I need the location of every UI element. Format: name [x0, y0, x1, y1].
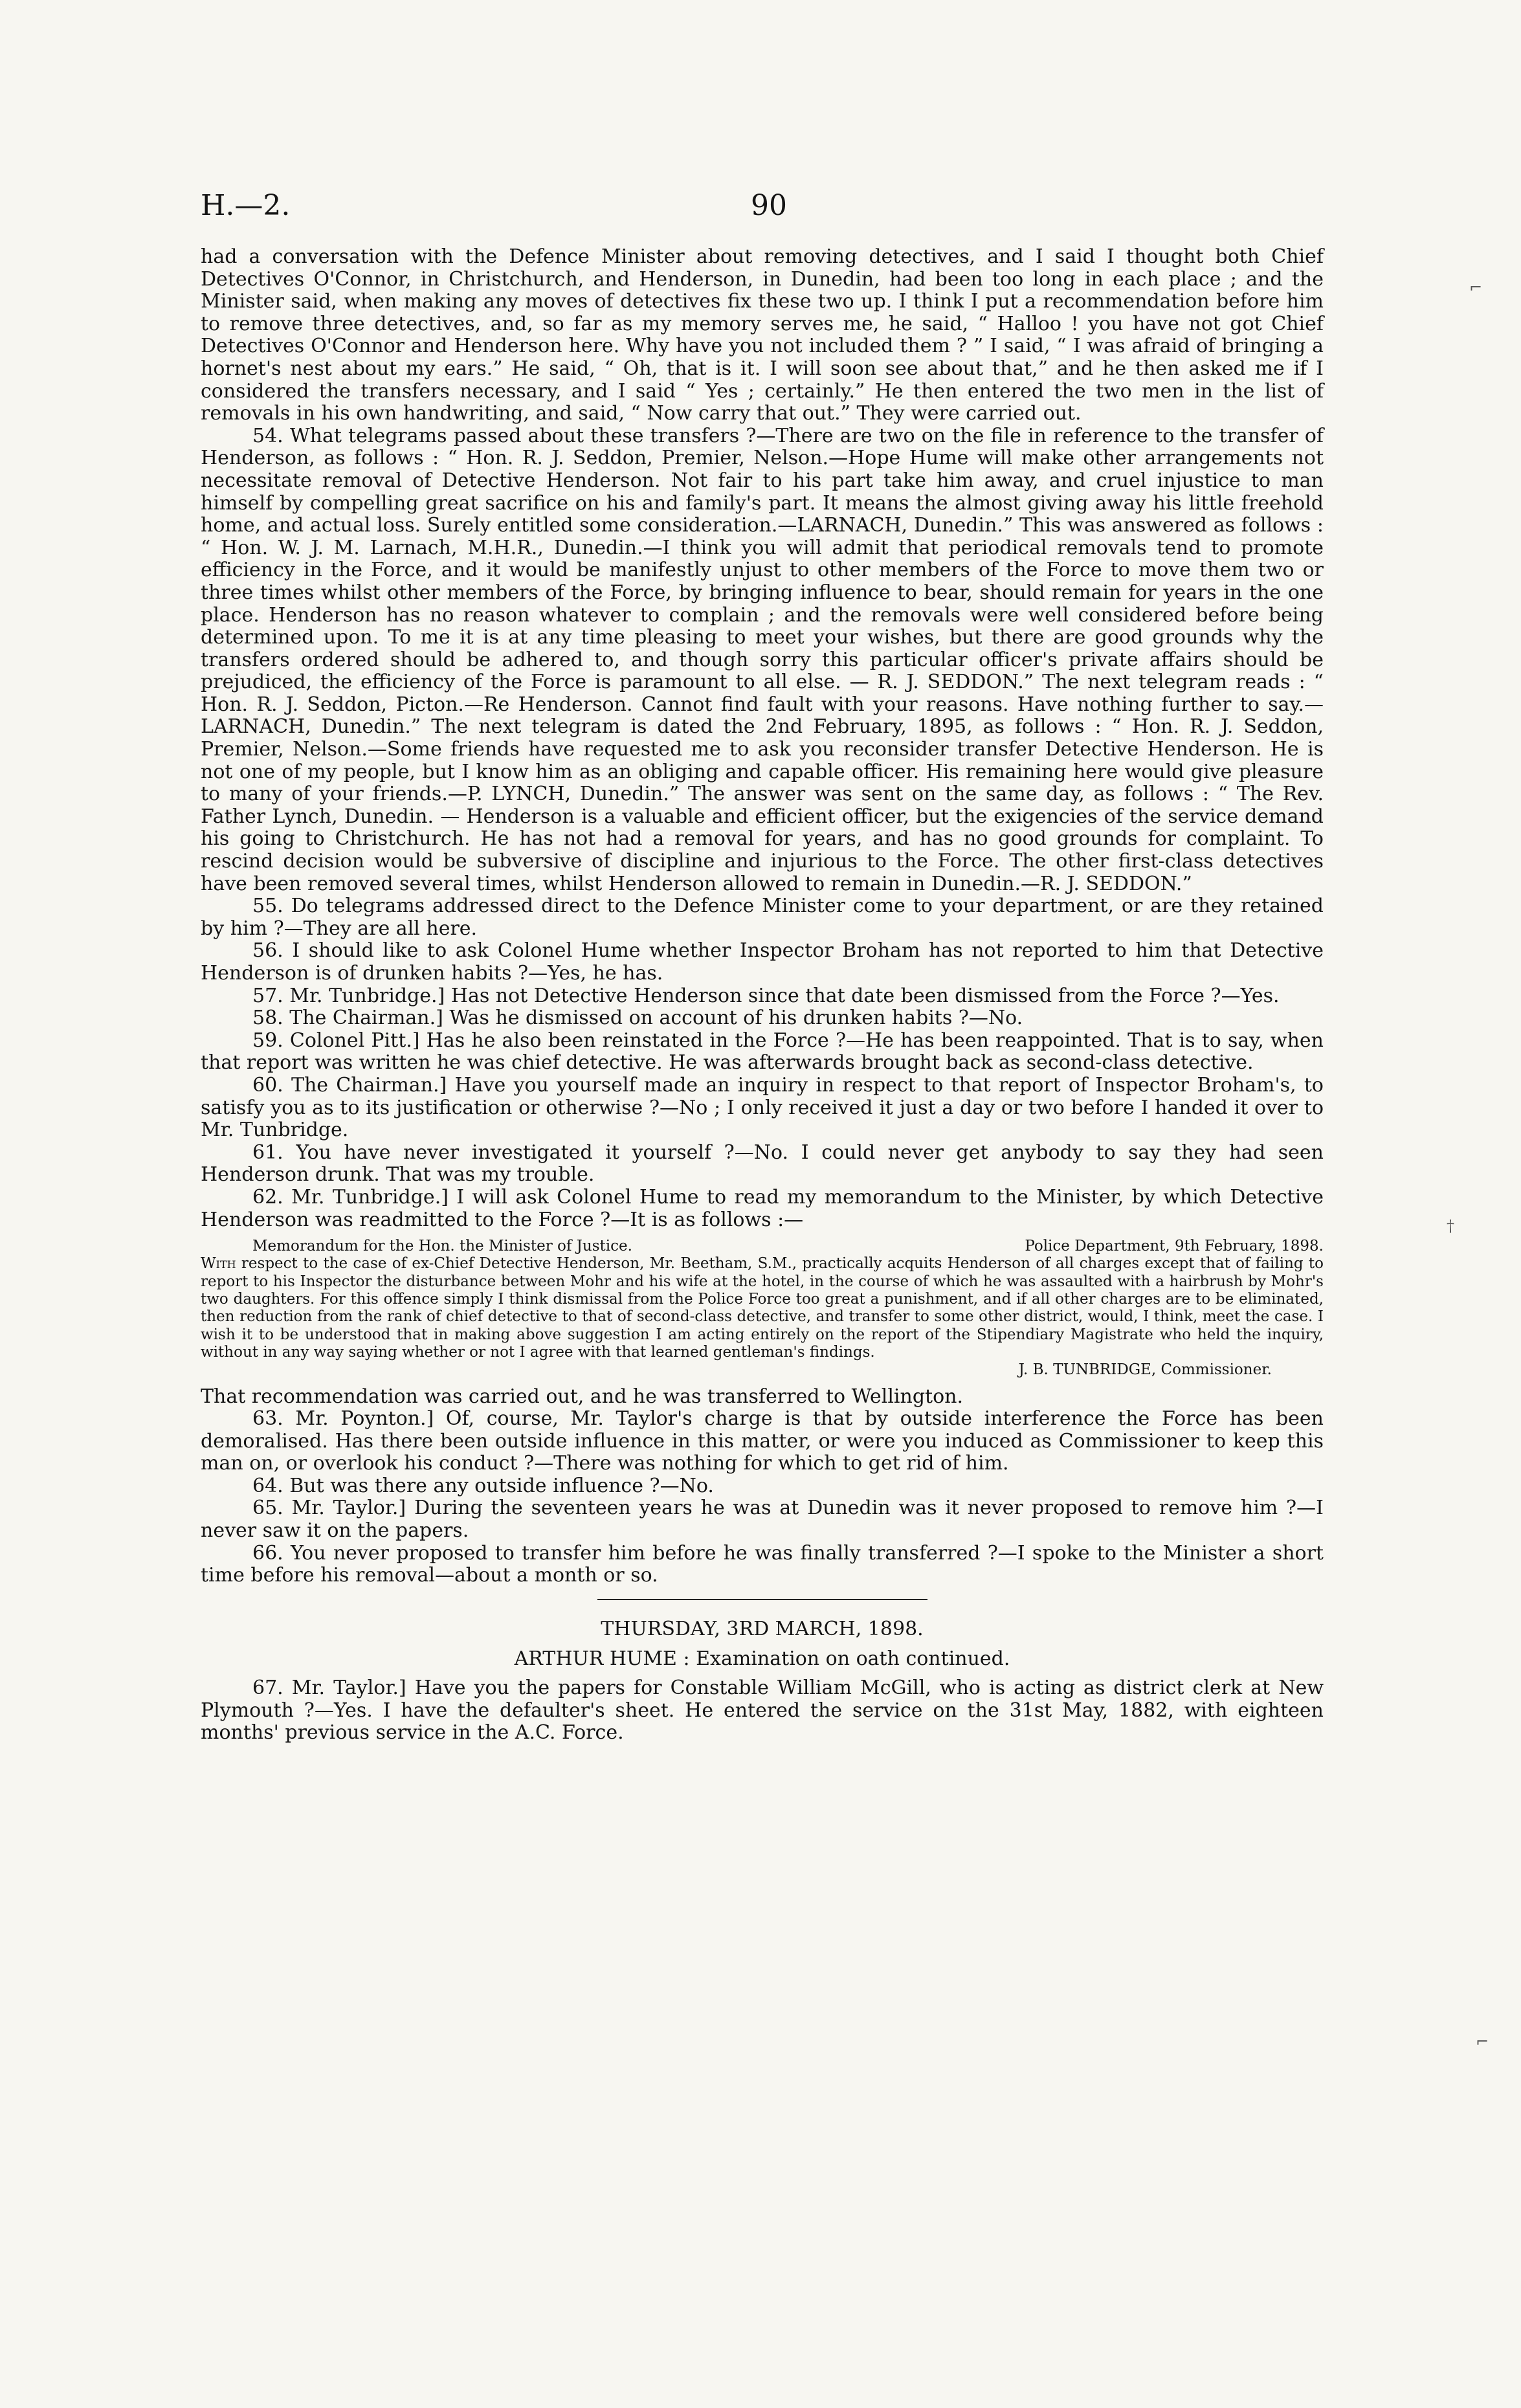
paragraph: 67. Mr. Taylor.] Have you the papers for Constable William McGill, who is acting as district clerk at New Plymouth ?—Yes. I have the defaulter's sheet. He entered the service on the 31st May, 1882, with eighteen months' previous service in the A.C. Force. — [201, 1677, 1324, 1745]
paragraph: 55. Do telegrams addressed direct to the Defence Minister come to your department, or are they retained by him ?—They are all here. — [201, 895, 1324, 940]
memorandum-lead-word: With — [201, 1255, 236, 1273]
page-header — [201, 189, 1324, 228]
witness-name: ARTHUR HUME — [514, 1647, 677, 1671]
page-body — [201, 246, 1324, 1745]
paragraph: 64. But was there any outside influence ?—No. — [252, 1474, 714, 1497]
margin-mark-icon: † — [1447, 1217, 1454, 1235]
section-date: THURSDAY, 3RD MARCH, 1898. — [601, 1617, 924, 1640]
paragraph: 65. Mr. Taylor.] During the seventeen years he was at Dunedin was it never proposed to remove him ?—I never saw it on the papers. — [201, 1497, 1324, 1543]
paragraph: 63. Mr. Poynton.] Of, course, Mr. Taylor's charge is that by outside interference the Force has been demoralised. Has there been outside influence in this matter, or were you induced as Commissioner to keep this man on, or overlook his conduct ?—There was nothing for which to get rid of him. — [201, 1407, 1324, 1475]
margin-mark-icon: ⌐ — [1476, 2033, 1489, 2051]
memorandum — [201, 1238, 1324, 1379]
section-examination — [201, 1648, 1324, 1671]
paragraph: 54. What telegrams passed about these transfers ?—There are two on the file in reference to the transfer of Henderson, as follows : “ Hon. R. J. Seddon, Premier, Nelson.—Hope Hume will make other arrangements not necessitate removal of Detective Henderson. Not fair to his part take him away, and cruel injustice to man himself by compelling great sacrifice on his and family's part. It means the almost giving away his little freehold home, and actual loss. Surely entitled some consideration.—LARNACH, Dunedin.” This was answered as follows : “ Hon. W. J. M. Larnach, M.H.R., Dunedin.—I think you will admit that periodical removals tend to promote efficiency in the Force, and it would be manifestly unjust to other members of the Force to move them two or three times whilst other members of the Force, by bringing influence to bear, should remain for years in the one place. Henderson has no reason whatever to complain ; and the removals were well considered before being determined upon. To me it is at any time pleasing to meet your wishes, but there are good grounds why the transfers ordered should be adhered to, and though sorry this particular officer's private affairs should be prejudiced, the efficiency of the Force is paramount to all else. — R. J. SEDDON.” The next telegram reads : “ Hon. R. J. Seddon, Picton.—Re Henderson. Cannot find fault with your reasons. Have nothing further to say.—LARNACH, Dunedin.” The next telegram is dated the 2nd February, 1895, as follows : “ Hon. R. J. Seddon, Premier, Nelson.—Some friends have requested me to ask you reconsider transfer Detective Henderson. He is not one of my people, but I know him as an obliging and capable officer. His remaining here would give pleasure to many of your friends.—P. LYNCH, Dunedin.” The answer was sent on the same day, as follows : “ The Rev. Father Lynch, Dunedin. — Henderson is a valuable and efficient officer, but the exigencies of the service demand his going to Christchurch. He has not had a removal for years, and has no good grounds for complaint. To rescind decision would be subversive of discipline and injurious to the Force. The other first-class detectives have been removed several times, whilst Henderson allowed to remain in Dunedin.—R. J. SEDDON.” — [201, 424, 1324, 895]
examination-note: : Examination on oath continued. — [683, 1647, 1010, 1671]
paragraph: 60. The Chairman.] Have you yourself made an inquiry in respect to that report of Inspector Broham's, to satisfy you as to its justification or otherwise ?—No ; I only received it just a day or two before I handed it over to Mr. Tunbridge. — [201, 1073, 1324, 1142]
memorandum-dateline: Police Department, 9th February, 1898. — [1025, 1238, 1324, 1255]
paragraph: 59. Colonel Pitt.] Has he also been reinstated in the Force ?—He has been reappointed. That is to say, when that report was written he was chief detective. He was afterwards brought back as second-class detective. — [201, 1029, 1324, 1075]
margin-mark-icon: ⌐ — [1469, 278, 1483, 296]
paragraph: had a conversation with the Defence Minister about removing detectives, and I said I thought both Chief Detectives O'Connor, in Christchurch, and Henderson, in Dunedin, had been too long in each place ; and the Minister said, when making any moves of detectives fix these two up. I think I put a recommendation before him to remove three detectives, and, so far as my memory serves me, he said, “ Halloo ! you have not got Chief Detectives O'Connor and Henderson here. Why have you not included them ? ” I said, “ I was afraid of bringing a hornet's nest about my ears.” He said, “ Oh, that is it. I will soon see about that,” and he then asked me if I considered the transfers necessary, and I said “ Yes ; certainly.” He then entered the two men in the list of removals in his own handwriting, and said, “ Now carry that out.” They were carried out. — [201, 245, 1324, 425]
memorandum-body: respect to the case of ex-Chief Detective Henderson, Mr. Beetham, S.M., practically acquits Henderson of all charges except that of failing to report to his Inspector the disturbance between Mohr and his wife at the hotel, in the course of which he was assaulted with a hairbrush by Mohr's two daughters. For this offence simply I think dismissal from the Police Force too great a punishment, and if all other charges are to be eliminated, then reduction from the rank of chief detective to that of second-class detective, and transfer to some other district, would, I think, meet the case. I wish it to be understood that in making above suggestion I am acting entirely on the report of the Stipendiary Magistrate who held the inquiry, without in any way saying whether or not I agree with that learned gentleman's findings. — [201, 1255, 1324, 1361]
paragraph: 57. Mr. Tunbridge.] Has not Detective Henderson since that date been dismissed from the Force ?—Yes. — [252, 984, 1280, 1007]
section-divider — [597, 1599, 927, 1600]
memorandum-title: Memorandum for the Hon. the Minister of Justice. — [252, 1238, 632, 1255]
paragraph: 62. Mr. Tunbridge.] I will ask Colonel Hume to read my memorandum to the Minister, by which Detective Henderson was readmitted to the Force ?—It is as follows :— — [201, 1185, 1324, 1231]
memorandum-text — [201, 1255, 1324, 1361]
paragraph: 66. You never proposed to transfer him before he was finally transferred ?—I spoke to the Minister a short time before his removal—about a month or so. — [201, 1541, 1324, 1587]
document-reference: H.—2. — [201, 189, 291, 222]
paragraph: That recommendation was carried out, and he was transferred to Wellington. — [201, 1385, 964, 1408]
paragraph: 56. I should like to ask Colonel Hume whether Inspector Broham has not reported to him that Detective Henderson is of drunken habits ?—Yes, he has. — [201, 939, 1324, 985]
memorandum-signature: J. B. TUNBRIDGE, Commissioner. — [1018, 1361, 1272, 1379]
page-number: 90 — [751, 189, 787, 222]
paragraph: 61. You have never investigated it yourself ?—No. I could never get anybody to say they had seen Henderson drunk. That was my trouble. — [201, 1141, 1324, 1187]
paragraph: 58. The Chairman.] Was he dismissed on account of his drunken habits ?—No. — [252, 1007, 1023, 1030]
memorandum-header — [201, 1238, 1324, 1255]
